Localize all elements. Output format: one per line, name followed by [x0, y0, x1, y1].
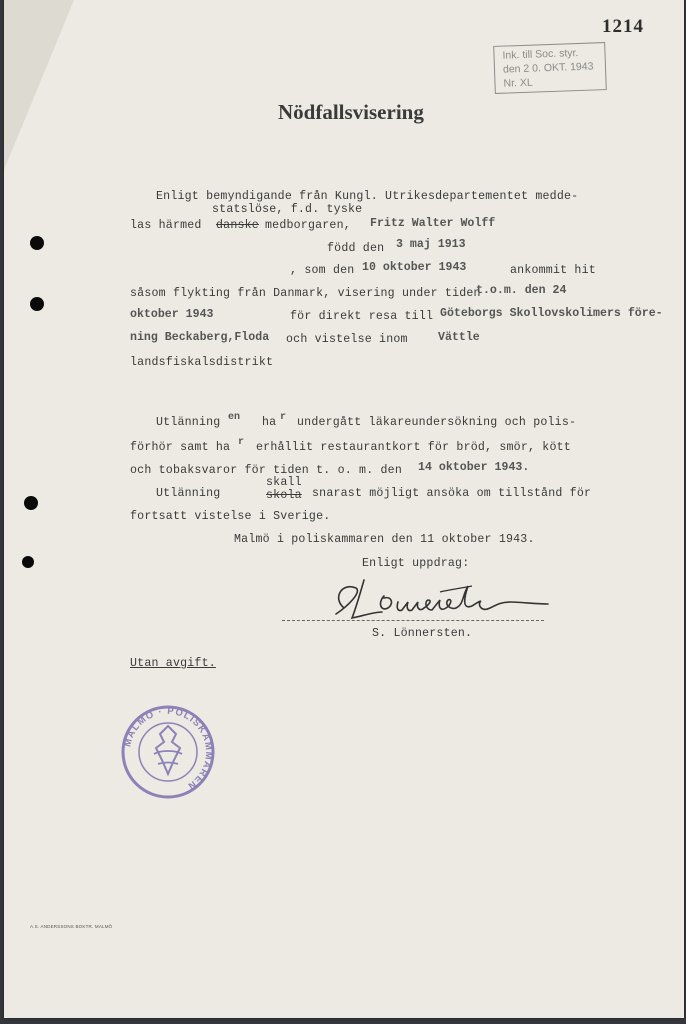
punch-hole: [24, 496, 38, 510]
period-b: oktober 1943: [130, 308, 214, 321]
para2-line-4b: snarast möjligt ansöka om tillstånd för: [312, 487, 592, 500]
folded-corner: [4, 0, 74, 170]
utan-avgift: Utan avgift.: [130, 657, 216, 670]
document-page: [4, 0, 684, 1018]
body-line-6b: för direkt resa till: [290, 310, 434, 323]
signature-icon: [322, 568, 562, 632]
inserted-skall: skall: [266, 476, 302, 489]
body-line-2a: las härmed: [130, 219, 202, 232]
registration-stamp: [493, 42, 607, 94]
struck-skola: skola: [266, 489, 302, 502]
body-line-4a: , som den: [290, 264, 355, 277]
para2-line-1c: undergått läkareundersökning och polis-: [297, 416, 577, 429]
police-seal-icon: [118, 702, 218, 802]
para2-line-1a: Utlänning: [156, 416, 221, 429]
body-line-4b: ankommit hit: [510, 264, 596, 277]
stamp-line-3: Nr. XL: [503, 76, 533, 90]
body-line-1: Enligt bemyndigande från Kungl. Utrikesdepartementet medde-: [156, 190, 579, 203]
enligt-uppdrag: Enligt uppdrag:: [362, 557, 470, 570]
body-line-8: landsfiskalsdistrikt: [130, 356, 274, 369]
para2-line-4a: Utlänning: [156, 487, 221, 500]
born-label: född den: [327, 242, 385, 255]
printer-mark: A.S. ANDERSSONS BOKTR. MALMÖ: [30, 924, 113, 929]
para2-line-2a: förhör samt ha: [130, 441, 231, 454]
destination-a: Göteborgs Skollovskolimers före-: [440, 307, 663, 320]
para2-ha: ha: [262, 416, 277, 429]
para2-line-3a: och tobaksvaror för tiden t. o. m. den: [130, 464, 402, 477]
punch-hole: [22, 556, 34, 568]
para2-line-5: fortsatt vistelse i Sverige.: [130, 510, 331, 523]
para2-line-2b: erhållit restaurantkort för bröd, smör, kött: [256, 441, 571, 454]
para2-en: en: [228, 412, 241, 423]
born-date: 3 maj 1913: [396, 238, 466, 251]
document-title: Nödfallsvisering: [278, 100, 424, 124]
struck-danske: danske: [216, 219, 259, 232]
punch-hole: [30, 236, 44, 250]
body-line-2b: medborgaren,: [265, 219, 351, 232]
body-line-7b: och vistelse inom: [286, 333, 408, 346]
stamp-line-2: den 2 0. OKT. 1943: [502, 60, 594, 76]
para2-date: 14 oktober 1943.: [418, 461, 530, 474]
para2-r-2: r: [238, 437, 245, 448]
arrival-date: 10 oktober 1943: [362, 261, 467, 274]
signer-name: S. Lönnersten.: [372, 627, 473, 640]
page-number: 1214: [602, 16, 644, 37]
inserted-statslose: statslöse, f.d. tyske: [212, 203, 363, 216]
stamp-line-1: Ink. till Soc. styr.: [502, 47, 579, 62]
district: Vättle: [438, 331, 480, 344]
destination-b: ning Beckaberg,Floda: [130, 331, 270, 344]
para2-r-1: r: [280, 412, 287, 423]
body-line-5a: såsom flykting från Danmark, visering under tiden: [130, 287, 481, 300]
period-a: t.o.m. den 24: [476, 284, 567, 297]
person-name: Fritz Walter Wolff: [370, 217, 496, 230]
signature-line: [282, 620, 544, 621]
place-date-line: Malmö i poliskammaren den 11 oktober 1943.: [234, 533, 535, 546]
punch-hole: [30, 297, 44, 311]
svg-text:MALMÖ · POLISKAMMAREN: MALMÖ · POLISKAMMAREN: [122, 705, 215, 792]
